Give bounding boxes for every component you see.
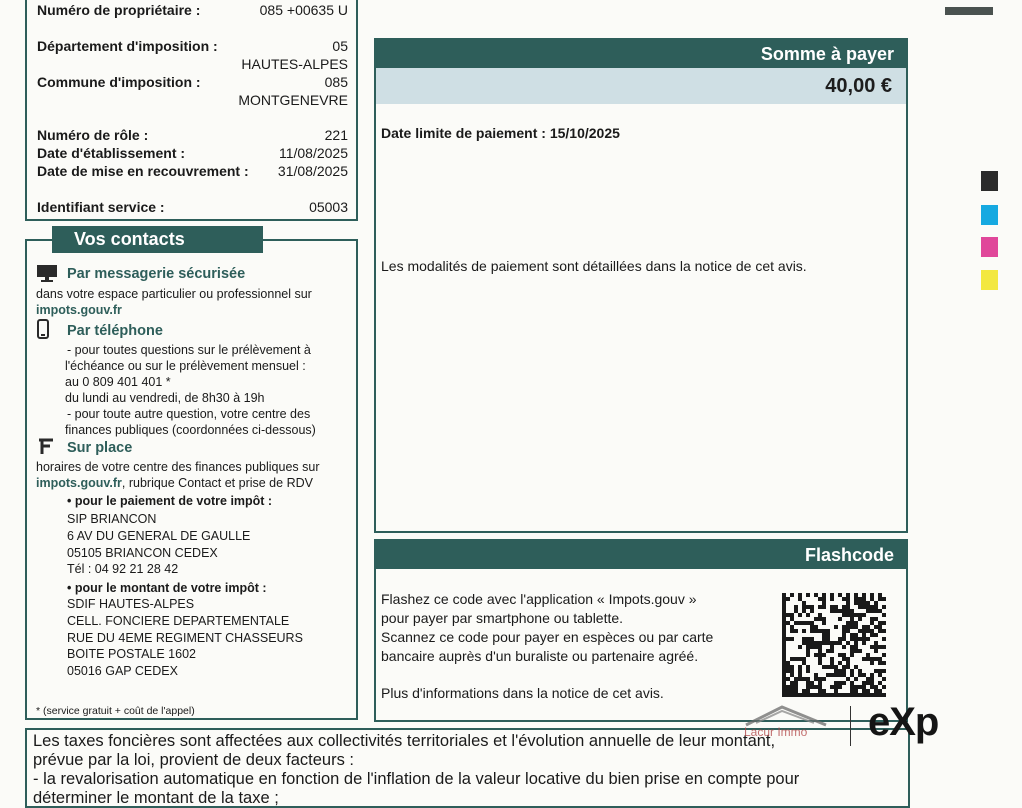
phone-icon — [37, 319, 49, 344]
computer-icon — [36, 264, 58, 287]
swatch-yellow — [981, 270, 998, 290]
flashcode-box — [374, 539, 908, 722]
tel-line: l'échéance ou sur le prélèvement mensuel : — [65, 359, 306, 373]
commune-row: Commune d'imposition : 085 — [37, 74, 348, 90]
place-text-rest: , rubrique Contact et prise de RDV — [121, 476, 313, 490]
address-line: RUE DU 4EME REGIMENT CHASSEURS — [67, 630, 303, 645]
recouvrement-row: Date de mise en recouvrement : 31/08/2025 — [37, 163, 348, 179]
datamatrix-code[interactable] — [782, 593, 886, 697]
flashcode-text — [381, 590, 713, 703]
paiement-title: • pour le paiement de votre impôt : — [67, 494, 273, 508]
address-line: BOITE POSTALE 1602 — [67, 647, 196, 662]
messagerie-text: dans votre espace particulier ou professionnel sur — [36, 287, 312, 301]
address-line: SDIF HAUTES-ALPES — [67, 597, 195, 611]
flashcode-line: Plus d'informations dans la notice de cet avis. — [381, 685, 664, 701]
bottom-line: déterminer le montant de la taxe ; — [33, 789, 279, 807]
lacur-immo-logo-text: Lacur Immo — [744, 725, 808, 739]
flashcode-title-bar — [376, 541, 906, 569]
bottom-line: - la revalorisation automatique en fonction de l'inflation de la valeur locative du bien prise en compte pour — [33, 770, 800, 788]
address-line: Tél : 04 92 21 28 42 — [67, 562, 179, 577]
logo-divider — [850, 706, 851, 746]
swatch-magenta — [981, 237, 998, 257]
flashcode-title: Flashcode — [804, 545, 894, 565]
swatch-black — [981, 171, 998, 191]
tel-line: du lundi au vendredi, de 8h30 à 19h — [65, 391, 265, 405]
etablissement-row: Date d'établissement : 11/08/2025 — [37, 145, 348, 161]
contacts-box — [25, 239, 358, 720]
payment-title: Somme à payer — [760, 44, 894, 64]
footnote: * (service gratuit + coût de l'appel) — [36, 705, 195, 717]
flashcode-line: bancaire auprès d'un buraliste ou partenaire agréé. — [381, 648, 699, 664]
bottom-line: Les taxes foncières sont affectées aux collectivités territoriales et l'évolution annuelle de leur montant, — [33, 732, 776, 750]
amount-value: 40,00 € — [825, 75, 892, 97]
flashcode-line: Scannez ce code pour payer en espèces ou par carte — [381, 629, 714, 645]
payment-title-bar — [376, 40, 906, 68]
address-line: 6 AV DU GENERAL DE GAULLE — [67, 528, 251, 543]
flashcode-line: Flashez ce code avec l'application « Impots.gouv » — [381, 591, 697, 607]
payment-box — [374, 38, 908, 533]
telephone-title: Par téléphone — [67, 323, 163, 339]
amount-bar — [376, 68, 906, 104]
place-text-link-line — [36, 475, 313, 492]
tel-line: - pour toute autre question, votre centre des — [67, 407, 311, 421]
address-line: 05016 GAP CEDEX — [67, 664, 178, 679]
exp-logo: eXp — [868, 700, 939, 744]
phone-number: au 0 809 401 401 * — [65, 375, 171, 389]
contacts-title — [52, 226, 263, 253]
address-line: CELL. FONCIERE DEPARTEMENTALE — [67, 613, 290, 628]
role-row: Numéro de rôle : 221 — [37, 127, 348, 143]
place-title: Sur place — [67, 440, 133, 456]
bottom-line: prévue par la loi, provient de deux facteurs : — [33, 751, 355, 769]
tel-line: - pour toutes questions sur le prélèvement à — [67, 343, 311, 357]
messagerie-link[interactable]: impots.gouv.fr — [36, 303, 122, 317]
building-icon — [37, 437, 55, 460]
tel-line: finances publiques (coordonnées ci-dessous) — [65, 423, 316, 437]
contacts-title-text: Vos contacts — [74, 229, 185, 249]
modalites-text: Les modalités de paiement sont détaillées dans la notice de cet avis. — [381, 258, 807, 274]
service-row: Identifiant service : 05003 — [37, 199, 348, 215]
swatch-cyan — [981, 205, 998, 225]
paiement-address — [67, 511, 250, 578]
place-text: horaires de votre centre des finances publiques sur — [36, 460, 320, 474]
place-link[interactable]: impots.gouv.fr — [36, 476, 122, 490]
flashcode-line: pour payer par smartphone ou tablette. — [381, 610, 624, 626]
montant-address — [67, 596, 303, 680]
tax-info-box: Numéro de propriétaire : 085 +00635 U Département d'imposition : 05 HAUTES-ALPES Commune d'imposition : 085 MONTGENEVRE Numéro de rôle : 221 Date d'établissement : 11/08/2025 Date de mise en recouvrement : 31/08/2025 Identifiant service : 05003 — [25, 0, 358, 221]
montant-title: • pour le montant de votre impôt : — [67, 581, 267, 595]
deadline: Date limite de paiement : 15/10/2025 — [381, 125, 620, 141]
registration-mark — [945, 7, 993, 15]
lacur-immo-logo — [742, 703, 832, 747]
messagerie-title: Par messagerie sécurisée — [67, 266, 246, 282]
departement-row: Département d'imposition : 05 — [37, 38, 348, 54]
address-line: SIP BRIANCON — [67, 512, 157, 526]
address-line: 05105 BRIANCON CEDEX — [67, 545, 218, 560]
proprietaire-row: Numéro de propriétaire : 085 +00635 U — [37, 2, 348, 18]
bottom-text — [33, 732, 799, 808]
